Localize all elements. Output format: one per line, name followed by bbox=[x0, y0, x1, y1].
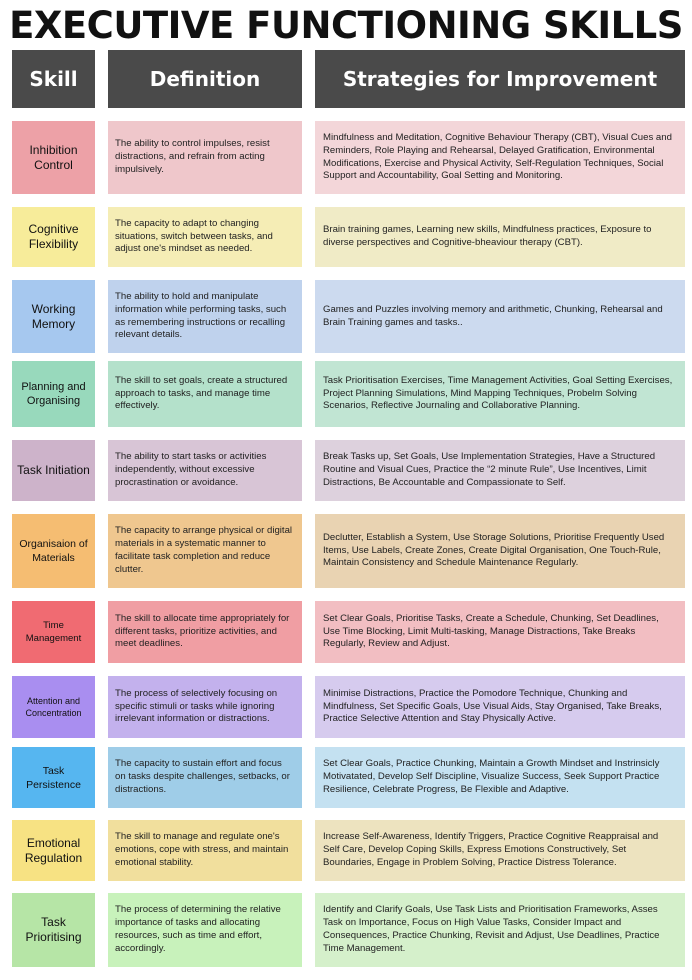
skill-name: Cognitive Flexibility bbox=[28, 222, 79, 251]
definition-text: The capacity to adapt to changing situations, switch between tasks, and adjust one's mindset as needed. bbox=[115, 217, 273, 255]
strategies-text: Games and Puzzles involving memory and arithmetic, Chunking, Rehearsal and Brain Training games and tasks.. bbox=[323, 303, 663, 328]
strategies-cell bbox=[315, 361, 685, 427]
skill-name: Organisaion of Materials bbox=[19, 538, 88, 564]
table-row bbox=[0, 747, 692, 808]
definition-text: The skill to set goals, create a structured approach to tasks, and manage time effectively. bbox=[115, 374, 288, 412]
definition-cell bbox=[108, 514, 302, 588]
table-row bbox=[0, 361, 692, 427]
definition-text: The ability to hold and manipulate information while performing tasks, such as remembering instructions or recalling relevant details. bbox=[115, 290, 287, 341]
skill-name: Inhibition Control bbox=[29, 142, 78, 172]
skill-name: Time Management bbox=[25, 620, 82, 644]
strategies-cell bbox=[315, 747, 685, 808]
strategies-text: Task Prioritisation Exercises, Time Management Activities, Goal Setting Exercises, Project Planning Simulations, Mind Mapping Techniques, Probelm Solving Scenarios, Reflective Journaling and Collaborative Planning. bbox=[323, 374, 673, 412]
definition-cell bbox=[108, 601, 302, 663]
table-row bbox=[0, 893, 692, 967]
strategies-cell bbox=[315, 207, 685, 267]
skill-name: Emotional Regulation bbox=[24, 835, 83, 865]
skill-cell bbox=[12, 676, 95, 738]
header-definition: Definition bbox=[108, 50, 302, 108]
strategies-text: Set Clear Goals, Prioritise Tasks, Create a Schedule, Chunking, Set Deadlines, Use Time Blocking, Limit Multi-tasking, Manage Distractions, Take Breaks Regularly, Review and Adjust. bbox=[323, 612, 659, 650]
definition-text: The capacity to arrange physical or digital materials in a systematic manner to facilitate task completion and reduce clutter. bbox=[115, 525, 293, 575]
skill-cell bbox=[12, 747, 95, 808]
table-row bbox=[0, 601, 692, 663]
skill-cell bbox=[12, 280, 95, 353]
strategies-cell bbox=[315, 121, 685, 194]
skill-name: Planning and Organising bbox=[21, 381, 86, 407]
strategies-text: Break Tasks up, Set Goals, Use Implementation Strategies, Have a Structured Routine and Visual Cues, Practice the “2 minute Rule”, Use Incentives, Limit Distractions, Be Accountable and Compassionate to Self. bbox=[323, 451, 656, 488]
strategies-text: Mindfulness and Meditation, Cognitive Behaviour Therapy (CBT), Visual Cues and Reminders, Role Playing and Rehearsal, Delayed Gratification, Environmental Modifications, Exercise and Physical Activity, Self-Regulation Techniques, Social Support and Accountability, Goal Setting and Monitoring. bbox=[323, 131, 672, 182]
strategies-cell bbox=[315, 676, 685, 738]
strategies-cell bbox=[315, 280, 685, 353]
definition-cell bbox=[108, 280, 302, 353]
skill-cell bbox=[12, 207, 95, 267]
table-row bbox=[0, 440, 692, 501]
strategies-cell bbox=[315, 440, 685, 501]
skill-cell bbox=[12, 820, 95, 881]
definition-cell bbox=[108, 440, 302, 501]
table-row bbox=[0, 676, 692, 738]
definition-cell bbox=[108, 121, 302, 194]
definition-text: The skill to manage and regulate one's emotions, cope with stress, and maintain emotional stability. bbox=[115, 831, 289, 868]
strategies-text: Brain training games, Learning new skills, Mindfulness practices, Exposure to diverse perspectives and Cognitive-bheaviour therapy (CBT). bbox=[323, 224, 652, 248]
strategies-text: Declutter, Establish a System, Use Storage Solutions, Prioritise Frequently Used Items, Use Labels, Create Zones, Create Digital Organisation, One Touch-Rule, Maintain Consistency and Schedule Maintenance Regularly. bbox=[323, 531, 665, 569]
definition-cell bbox=[108, 361, 302, 427]
header-strategies: Strategies for Improvement bbox=[315, 50, 685, 108]
skill-name: Working Memory bbox=[31, 301, 76, 331]
strategies-cell bbox=[315, 601, 685, 663]
definition-text: The capacity to sustain effort and focus on tasks despite challenges, setbacks, or distractions. bbox=[115, 758, 290, 795]
skill-name: Task Initiation bbox=[17, 463, 90, 477]
definition-cell bbox=[108, 820, 302, 881]
definition-text: The ability to start tasks or activities independently, without excessive procrastination or avoidance. bbox=[115, 451, 267, 488]
page-title: EXECUTIVE FUNCTIONING SKILLS bbox=[9, 4, 683, 47]
strategies-text: Identify and Clarify Goals, Use Task Lists and Prioritisation Frameworks, Asses Task on Importance, Focus on High Value Tasks, Consider Impact and Consequences, Practice Chunking, Revisit and Adjust, Use Deadlines, Practice Time Management. bbox=[323, 904, 660, 954]
skill-cell bbox=[12, 514, 95, 588]
strategies-text: Set Clear Goals, Practice Chunking, Maintain a Growth Mindset and Instrinsicly Motivatated, Develop Self Discipline, Visualize Success, Seek Support Practice Resilience, Celebrate Progress, Be Flexible and Adaptive. bbox=[323, 758, 660, 795]
strategies-cell bbox=[315, 514, 685, 588]
table-row bbox=[0, 514, 692, 588]
definition-text: The ability to control impulses, resist distractions, and refrain from acting impulsively. bbox=[115, 138, 270, 175]
definition-cell bbox=[108, 207, 302, 267]
skill-cell bbox=[12, 893, 95, 967]
table-row bbox=[0, 207, 692, 267]
definition-cell bbox=[108, 893, 302, 967]
definition-cell bbox=[108, 676, 302, 738]
definition-text: The skill to allocate time appropriately for different tasks, prioritize activities, and meet deadlines. bbox=[115, 612, 290, 650]
definition-text: The process of selectively focusing on specific stimuli or tasks while ignoring irrelevant information or distractions. bbox=[115, 687, 278, 725]
skill-cell bbox=[12, 121, 95, 194]
table-row bbox=[0, 820, 692, 881]
header-skill: Skill bbox=[12, 50, 95, 108]
skill-cell bbox=[12, 601, 95, 663]
table-row bbox=[0, 121, 692, 194]
definition-cell bbox=[108, 747, 302, 808]
strategies-text: Minimise Distractions, Practice the Pomodore Technique, Chunking and Mindfulness, Set Specific Goals, Use Visual Aids, Stay Organised, Take Breaks, Practice Selective Attention and Stay Physically Active. bbox=[323, 687, 662, 725]
strategies-cell bbox=[315, 893, 685, 967]
definition-text: The process of determining the relative importance of tasks and allocating resources, such as time and effort, accordingly. bbox=[115, 904, 281, 954]
strategies-cell bbox=[315, 820, 685, 881]
skill-name: Task Prioritising bbox=[25, 915, 82, 944]
table-row bbox=[0, 280, 692, 353]
skill-cell bbox=[12, 440, 95, 501]
skill-name: Task Persistence bbox=[26, 764, 81, 791]
skill-cell bbox=[12, 361, 95, 427]
strategies-text: Increase Self-Awareness, Identify Triggers, Practice Cognitive Reappraisal and Self Care, Develop Coping Skills, Express Emotions Constructively, Set Boundaries, Engage in Problem Solving, Practice Distress Tolerance. bbox=[323, 831, 659, 868]
skill-name: Attention and Concentration bbox=[25, 696, 82, 718]
